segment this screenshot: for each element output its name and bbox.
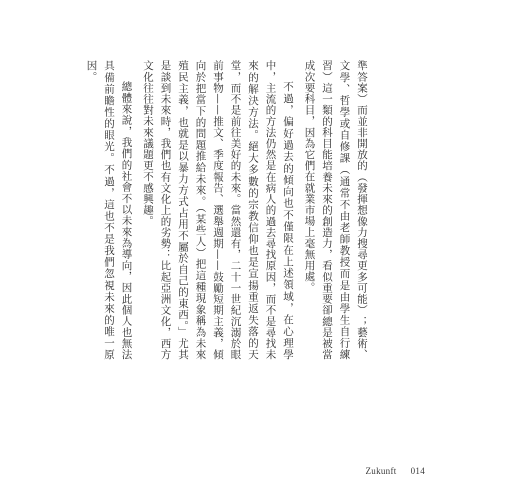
paragraph-1: 準答案）而並非開放的（發揮想像力搜尋更多可能）；藝術、文學、哲學或自修課（通常不由老師教授而是由學生自行練習）這一類的科目能培養未來的創造力，看似重要卻總是被當成次要科目，因為它們在就業市場上毫無用處。 [303,60,368,360]
page-footer [365,466,425,476]
page-number: 014 [410,466,425,476]
paragraph-2: 不過，偏好過去的傾向也不僅限在上述領域，在心理學中，主流的方法仍然是在病人的過去尋找原因，而不是尋找未來的解決方法。絕大多數的宗教信仰也是宣揚重返失落的天堂，而不是前往美好的未來。當然還有，二十一世紀沉溺於眼前事物——推文、季度報告、選舉週期——鼓勵短期主義，傾向於把當下的問題推給未來。（某些人）把這種現象稱為未來殖民主義，也就是以暴力方式占用不屬於自己的東西。」尤其是談到未來時，我們也有文化上的劣勢：比起亞洲文化，西方文化往往對未來議題更不感興趣。 [142,60,294,360]
running-title: Zukunft [365,466,397,476]
paragraph-3: 總體來說，我們的社會不以未來為導向，因此個人也無法具備前瞻性的眼光。不過，這也不是我們忽視未來的唯一原因。 [85,60,133,360]
body-text [82,60,370,360]
